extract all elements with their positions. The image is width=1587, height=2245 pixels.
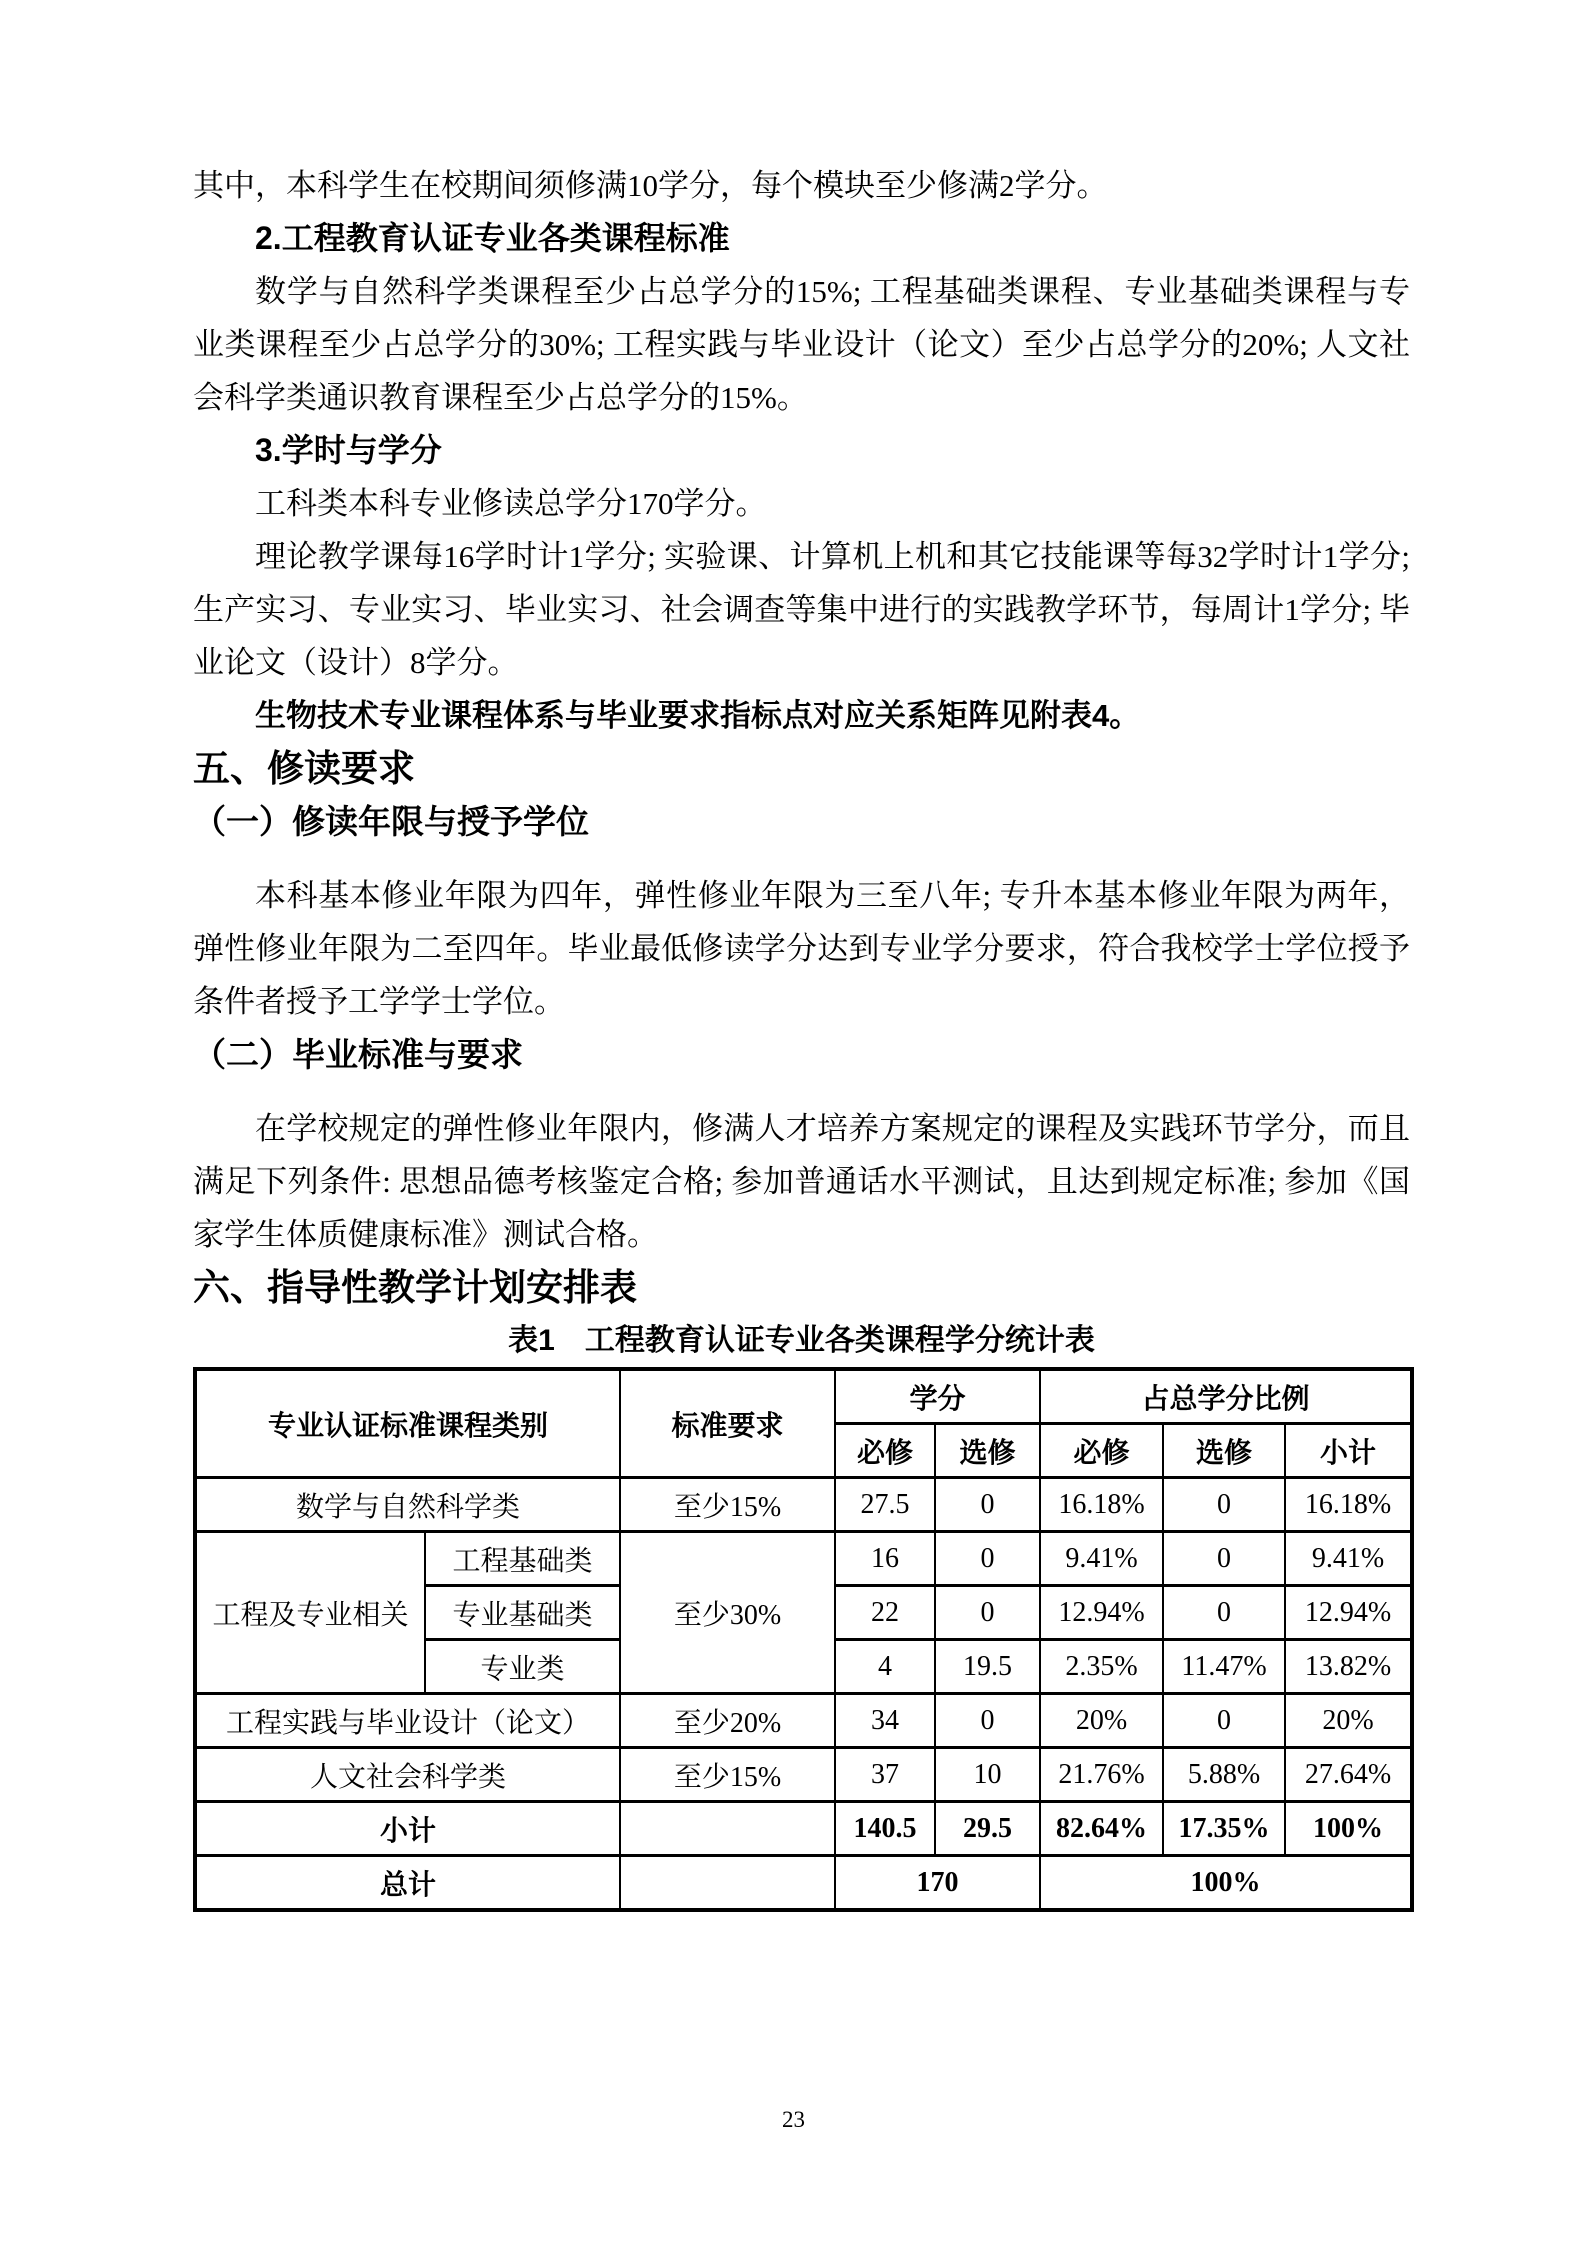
header-ratio-required: 必修 — [1040, 1424, 1163, 1478]
page-number: 23 — [782, 2107, 805, 2132]
paragraph-matrix-note: 生物技术专业课程体系与毕业要求指标点对应关系矩阵见附表4。 — [255, 698, 1141, 733]
cell-humanities-label: 人文社会科学类 — [195, 1748, 620, 1802]
cell-practice-credits-elective: 0 — [935, 1694, 1040, 1748]
cell-engineering-group-label: 工程及专业相关 — [195, 1532, 425, 1694]
cell-humanities-credits-required: 37 — [835, 1748, 935, 1802]
cell-math-requirement: 至少15% — [620, 1478, 835, 1532]
document-content — [193, 159, 1410, 1912]
paragraph-course-standards: 数学与自然科学类课程至少占总学分的15%; 工程基础类课程、专业基础类课程与专业类课程至少占总学分的30%; 工程实践与毕业设计（论文）至少占总学分的20%; 人文社会科学类通识教育课程至少占总学分的15%。 — [193, 274, 1410, 415]
cell-subtotal-ratio-subtotal: 100% — [1285, 1802, 1412, 1856]
cell-subtotal-label: 小计 — [195, 1802, 620, 1856]
header-category: 专业认证标准课程类别 — [195, 1369, 620, 1478]
table-row-subtotal — [195, 1802, 1412, 1856]
header-ratio: 占总学分比例 — [1040, 1369, 1412, 1424]
credit-statistics-table — [193, 1367, 1414, 1912]
cell-professional-basic-ratio-subtotal: 12.94% — [1285, 1586, 1412, 1640]
cell-humanities-ratio-subtotal: 27.64% — [1285, 1748, 1412, 1802]
header-credits-elective: 选修 — [935, 1424, 1040, 1478]
cell-practice-credits-required: 34 — [835, 1694, 935, 1748]
cell-math-credits-elective: 0 — [935, 1478, 1040, 1532]
cell-math-ratio-elective: 0 — [1163, 1478, 1285, 1532]
paragraph-graduation-requirements: 在学校规定的弹性修业年限内，修满人才培养方案规定的课程及实践环节学分，而且满足下列条件: 思想品德考核鉴定合格; 参加普通话水平测试，且达到规定标准; 参加《国家学生体质健康标准》测试合格。 — [193, 1111, 1410, 1252]
cell-engineering-basic-label: 工程基础类 — [425, 1532, 620, 1586]
cell-engineering-basic-ratio-subtotal: 9.41% — [1285, 1532, 1412, 1586]
table-header-row-1 — [195, 1369, 1412, 1424]
cell-professional-basic-credits-required: 22 — [835, 1586, 935, 1640]
cell-math-label: 数学与自然科学类 — [195, 1478, 620, 1532]
cell-subtotal-requirement — [620, 1802, 835, 1856]
cell-humanities-ratio-elective: 5.88% — [1163, 1748, 1285, 1802]
cell-total-label: 总计 — [195, 1856, 620, 1911]
cell-subtotal-ratio-elective: 17.35% — [1163, 1802, 1285, 1856]
cell-professional-basic-ratio-elective: 0 — [1163, 1586, 1285, 1640]
heading-hours-credits: 3.学时与学分 — [255, 432, 442, 468]
cell-subtotal-ratio-required: 82.64% — [1040, 1802, 1163, 1856]
header-ratio-subtotal: 小计 — [1285, 1424, 1412, 1478]
cell-engineering-group-requirement: 至少30% — [620, 1532, 835, 1694]
cell-subtotal-credits-elective: 29.5 — [935, 1802, 1040, 1856]
cell-engineering-basic-credits-required: 16 — [835, 1532, 935, 1586]
paragraph-study-years: 本科基本修业年限为四年，弹性修业年限为三至八年; 专升本基本修业年限为两年，弹性修业年限为二至四年。毕业最低修读学分达到专业学分要求，符合我校学士学位授予条件者授予工学学士学位。 — [193, 878, 1410, 1019]
cell-humanities-credits-elective: 10 — [935, 1748, 1040, 1802]
table-row-total — [195, 1856, 1412, 1911]
cell-engineering-basic-ratio-required: 9.41% — [1040, 1532, 1163, 1586]
cell-professional-ratio-elective: 11.47% — [1163, 1640, 1285, 1694]
cell-total-requirement — [620, 1856, 835, 1911]
table-caption: 表1 工程教育认证专业各类课程学分统计表 — [508, 1324, 1095, 1357]
cell-practice-requirement: 至少20% — [620, 1694, 835, 1748]
cell-math-credits-required: 27.5 — [835, 1478, 935, 1532]
cell-total-ratio: 100% — [1040, 1856, 1412, 1911]
header-ratio-elective: 选修 — [1163, 1424, 1285, 1478]
cell-professional-ratio-required: 2.35% — [1040, 1640, 1163, 1694]
cell-professional-credits-elective: 19.5 — [935, 1640, 1040, 1694]
cell-professional-ratio-subtotal: 13.82% — [1285, 1640, 1412, 1694]
cell-practice-label: 工程实践与毕业设计（论文） — [195, 1694, 620, 1748]
cell-math-ratio-subtotal: 16.18% — [1285, 1478, 1412, 1532]
heading-course-standards: 2.工程教育认证专业各类课程标准 — [255, 220, 730, 256]
cell-professional-label: 专业类 — [425, 1640, 620, 1694]
cell-practice-ratio-required: 20% — [1040, 1694, 1163, 1748]
cell-humanities-requirement: 至少15% — [620, 1748, 835, 1802]
cell-professional-basic-label: 专业基础类 — [425, 1586, 620, 1640]
cell-engineering-basic-ratio-elective: 0 — [1163, 1532, 1285, 1586]
cell-humanities-ratio-required: 21.76% — [1040, 1748, 1163, 1802]
table-row-humanities — [195, 1748, 1412, 1802]
cell-practice-ratio-subtotal: 20% — [1285, 1694, 1412, 1748]
table-row-math — [195, 1478, 1412, 1532]
cell-engineering-basic-credits-elective: 0 — [935, 1532, 1040, 1586]
heading-section-6: 六、指导性教学计划安排表 — [193, 1267, 637, 1308]
cell-total-credits: 170 — [835, 1856, 1040, 1911]
cell-subtotal-credits-required: 140.5 — [835, 1802, 935, 1856]
table-row-practice — [195, 1694, 1412, 1748]
cell-professional-basic-ratio-required: 12.94% — [1040, 1586, 1163, 1640]
header-credits: 学分 — [835, 1369, 1040, 1424]
heading-section-5-1: （一）修读年限与授予学位 — [193, 803, 589, 840]
paragraph-total-credits: 工科类本科专业修读总学分170学分。 — [255, 486, 767, 521]
heading-section-5: 五、修读要求 — [193, 748, 415, 789]
paragraph-continuation: 其中，本科学生在校期间须修满10学分，每个模块至少修满2学分。 — [193, 168, 1108, 203]
cell-math-ratio-required: 16.18% — [1040, 1478, 1163, 1532]
table-row-engineering-basic — [195, 1532, 1412, 1586]
heading-section-5-2: （二）毕业标准与要求 — [193, 1036, 523, 1073]
header-credits-required: 必修 — [835, 1424, 935, 1478]
cell-professional-basic-credits-elective: 0 — [935, 1586, 1040, 1640]
paragraph-credit-rules: 理论教学课每16学时计1学分; 实验课、计算机上机和其它技能课等每32学时计1学分; 生产实习、专业实习、毕业实习、社会调查等集中进行的实践教学环节，每周计1学分; 毕业论文（设计）8学分。 — [193, 539, 1410, 680]
header-requirement: 标准要求 — [620, 1369, 835, 1478]
cell-professional-credits-required: 4 — [835, 1640, 935, 1694]
cell-practice-ratio-elective: 0 — [1163, 1694, 1285, 1748]
